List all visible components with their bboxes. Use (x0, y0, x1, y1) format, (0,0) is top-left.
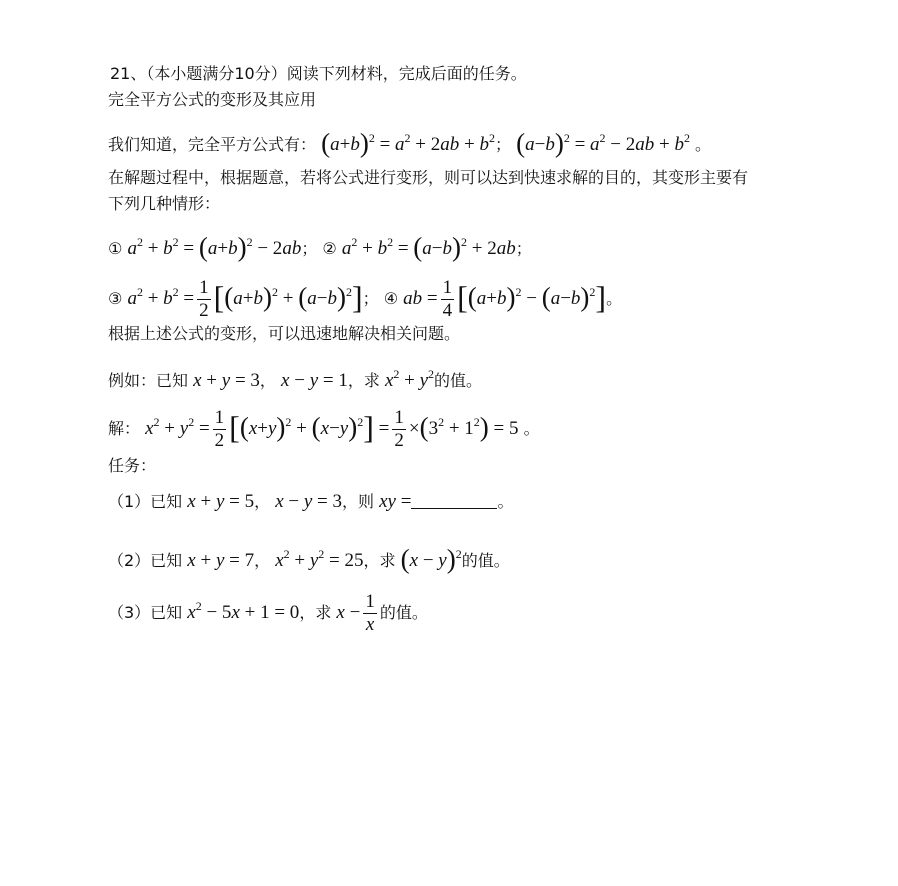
paragraph-line-3 (108, 324, 460, 344)
task-1: （1）已知 x + y = 5， x − y = 3，则 xy = 。 (108, 491, 514, 512)
solution-prefix: 解： (108, 419, 141, 438)
task-1-given-1: x + y = 5 (187, 491, 255, 512)
solution-fraction-half: $\frac{1}{2}$ (214, 407, 225, 452)
problem-header (110, 64, 527, 84)
task-2-prefix: （2）已知 (108, 551, 183, 570)
variation-line-2: ③ $a^2 + b^2$ = $\frac{1}{2}$ $[(a+b)^2 + (a-b)^2]$； ④ ab = $\frac{1}{4}$ $[(a+b)^2 - (a-b)^2]$。 (108, 277, 623, 322)
paragraph-text-1: 在解题过程中，根据题意，若将公式进行变形，则可以达到快速求解的目的，其变形主要有 (108, 168, 749, 187)
variation-line-1: ① $a^2 + b^2 = (a+b)^2 - 2ab$； ② $a^2 + b^2 = (a-b)^2 + 2ab$； (108, 232, 532, 262)
header-text: 21、（本小题满分10分）阅读下列材料，完成后面的任务。 (110, 64, 527, 83)
solution-fraction-half-2: $\frac{1}{2}$ (394, 407, 404, 452)
circle-four: ④ (383, 289, 399, 308)
task-3-given: $x^2 - 5x + 1 = 0$ (187, 599, 300, 623)
section-title (108, 90, 316, 110)
circle-two: ② (322, 239, 337, 258)
example-line: 例如：已知 x + y = 3， x − y = 1，求 $x^2 + y^2$的值。 (108, 367, 483, 391)
variation-2-formula: $a^2 + b^2 = (a-b)^2 + 2ab$ (341, 232, 516, 262)
title-text: 完全平方公式的变形及其应用 (108, 90, 317, 109)
task-1-target: xy = (379, 491, 412, 512)
task-3-fraction: $\frac{1}{x}$ (365, 591, 375, 636)
example-given-1: x + y = 3 (193, 370, 260, 391)
task-2: （2）已知 x + y = 7， $x^2 + y^2 = 25$，求 $(x - y)^2$的值。 (108, 544, 510, 574)
fraction-one-quarter: $\frac{1}{4}$ (442, 277, 453, 322)
task-3 (108, 584, 428, 636)
task-1-given-2: x − y = 3 (275, 491, 343, 512)
example-suffix: 的值。 (434, 371, 483, 390)
variation-3-formula: $a^2 + b^2$ = $\frac{1}{2}$ $[(a+b)^2 + (a-b)^2]$ (127, 277, 363, 322)
circle-three: ③ (108, 289, 123, 308)
task-2-given-1: x + y = 7 (187, 550, 255, 571)
example-find: ，求 (347, 371, 380, 390)
task-2-given-2: $x^2 + y^2 = 25$ (275, 547, 364, 571)
paragraph-line-1 (108, 168, 748, 188)
task-2-target: $(x - y)^2$ (400, 544, 462, 574)
task-1-mid: ，则 (342, 492, 375, 511)
circle-one: ① (108, 239, 123, 258)
intro-text: 我们知道，完全平方公式有： (108, 135, 317, 154)
variation-1-formula: $a^2 + b^2 = (a+b)^2 - 2ab$ (127, 232, 302, 262)
paragraph-line-2 (108, 194, 220, 214)
formula-diff-square: $(a-b)^2 = a^2 - 2ab + b^2$ (516, 128, 690, 158)
task-3-mid: ，求 (299, 603, 332, 622)
example-prefix: 例如：已知 (108, 371, 189, 390)
solution-formula: $x^2 + y^2$ = $\frac{1}{2}$ $[(x+y)^2 + (x-y)^2]$ = $\frac{1}{2}$ $\times(3^2 + 1^2) = 5$ (145, 407, 519, 452)
variation-4-formula: ab = $\frac{1}{4}$ $[(a+b)^2 - (a-b)^2]$ (403, 277, 607, 322)
paragraph-text-2: 下列几种情形： (108, 194, 221, 213)
tasks-label: 任务： (108, 456, 157, 475)
task-3-prefix: （3）已知 (108, 603, 183, 622)
task-2-mid: ，求 (363, 551, 396, 570)
example-given-2: x − y = 1 (281, 370, 348, 391)
example-target: $x^2 + y^2$ (384, 367, 435, 391)
task-3-target: x − $\frac{1}{x}$ (336, 591, 375, 636)
fraction-one-half: $\frac{1}{2}$ (199, 277, 209, 322)
formula-intro-line: 我们知道，完全平方公式有： $(a+b)^2 = a^2 + 2ab + b^2$； $(a-b)^2 = a^2 - 2ab + b^2$ 。 (108, 128, 712, 158)
solution-line: 解： $x^2 + y^2$ = $\frac{1}{2}$ $[(x+y)^2 + (x-y)^2]$ = $\frac{1}{2}$ $\times(3^2 + 1^2) = 5$ 。 (108, 407, 540, 452)
formula-sum-square: $(a+b)^2 = a^2 + 2ab + b^2$ (321, 128, 495, 158)
task-1-end: 。 (497, 492, 514, 511)
task-2-end: 的值。 (461, 551, 510, 570)
paragraph-text-3: 根据上述公式的变形，可以迅速地解决相关问题。 (108, 324, 461, 343)
task-1-prefix: （1）已知 (108, 492, 183, 511)
tasks-label-line (108, 456, 156, 476)
task-3-end: 的值。 (379, 603, 428, 622)
task-1-answer-blank[interactable] (411, 494, 497, 509)
